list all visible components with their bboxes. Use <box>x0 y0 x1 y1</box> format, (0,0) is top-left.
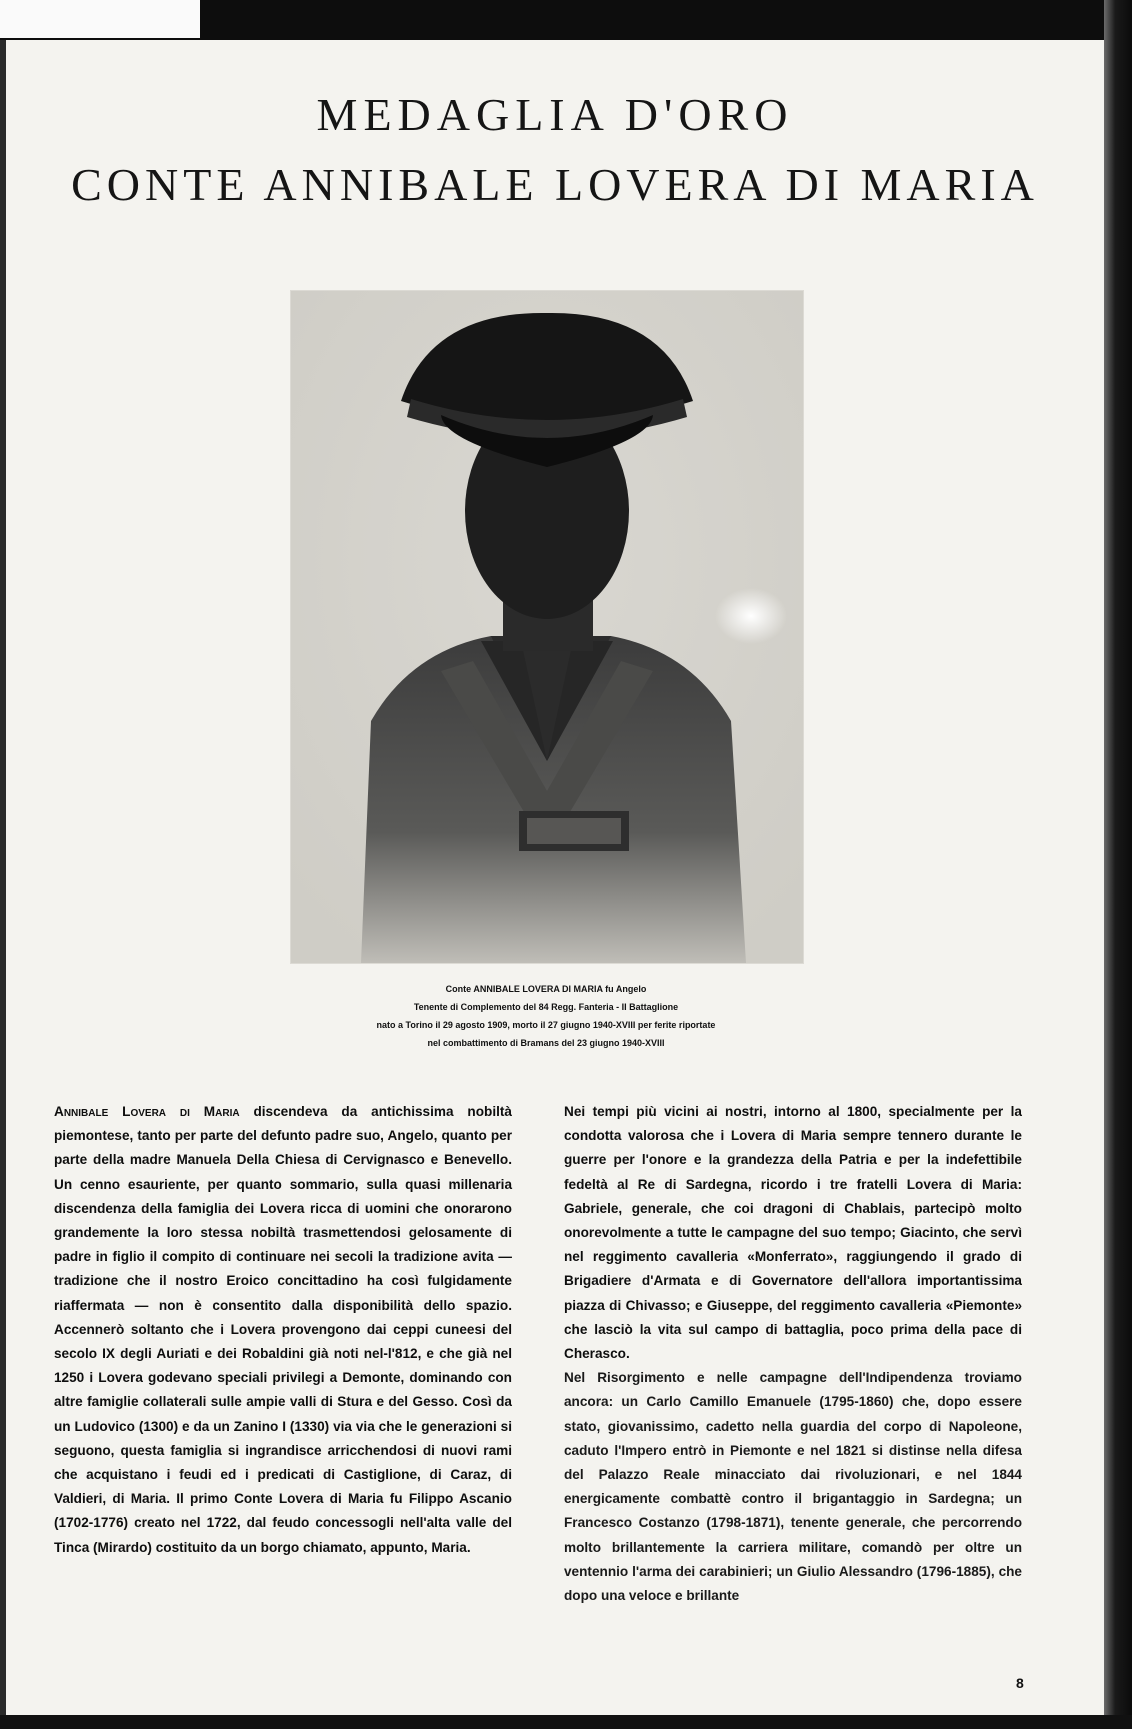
left-paragraph <box>54 1100 512 1560</box>
photo-caption <box>246 980 846 1052</box>
right-paragraph-1: Nei tempi più vicini ai nostri, intorno al 1800, specialmente per la condotta valorosa che i Lovera di Maria sempre tennero durante le guerre per l'onore e la grandezza della Patria e per la indefettibile fedeltà al Re di Sardegna, ricordo i tre fratelli Lovera di Maria: Gabriele, generale, che coi dragoni di Chablais, partecipò molto onorevolmente a tutte le campagne del suo tempo; Giacinto, che servì nel reggimento cavalleria «Monferrato», raggiungendo il grado di Brigadiere d'Armata e di Governatore dell'allora importantissima piazza di Chivasso; e Giuseppe, del reggimento cavalleria «Piemonte» che lasciò la vita sul campo di battaglia, poco prima della pace di Cherasco. <box>564 1104 1022 1362</box>
left-column-text: discendeva da antichissima nobiltà piemontese, tanto per parte del defunto padre suo, Angelo, quanto per parte della madre Manuela Della Chiesa di Cervignasco e Benevello. Un cenno esauriente, per quanto sommario, sulla quasi millenaria discendenza della famiglia dei Lovera ricca di uomini che onorarono grandemente la loro stessa nobiltà trasmettendosi gelosamente di padre in figlio il compito di continuare nei secoli la tradizione avita — tradizione che il nostro Eroico concittadino ha così fulgidamente riaffermata — non è consentito dalla disponibilità dello spazio. Accennerò soltanto che i Lovera provengono dai ceppi cuneesi del secolo IX degli Auriati e dei Robaldini già noti nel-l'812, e che già nel 1250 i Lovera godevano speciali privilegi a Demonte, dominando con altre famiglie collaterali sulle ampie valli di Stura e del Gesso. Così da un Ludovico (1300) e da un Zanino I (1330) via via che le generazioni si seguono, questa famiglia si ingrandisce arricchendosi di nuovi rami che acquistano i feudi ed i predicati di Castiglione, di Caraz, di Valdieri, di Maria. Il primo Conte Lovera di Maria fu Filippo Ascanio (1702-1776) creato nel 1722, dal feudo concessogli nell'alta valle del Tinca (Mirardo) costituito da un borgo chiamato, appunto, Maria. <box>54 1104 512 1555</box>
caption-line-4: nel combattimento di Bramans del 23 giugno 1940-XVIII <box>427 1038 665 1048</box>
scan-border-bottom <box>0 1715 1132 1729</box>
article-column-left <box>54 1100 512 1560</box>
caption-line-3: nato a Torino il 29 agosto 1909, morto il 27 giugno 1940-XVIII per ferite riportate <box>376 1020 716 1030</box>
title-medaglia: MEDAGLIA D'ORO <box>316 89 794 140</box>
scan-border-right <box>1104 0 1132 1729</box>
portrait-illustration <box>291 291 803 963</box>
right-paragraph-2: Nel Risorgimento e nelle campagne dell'Indipendenza troviamo ancora: un Carlo Camillo Emanuele (1795-1860) che, dopo essere stato, giovanissimo, cadetto nella guardia del corpo di Napoleone, caduto l'Impero entrò in Piemonte e nel 1821 si distinse nella difesa del Palazzo Reale minacciato dai rivoluzionari, e nel 1844 energicamente combattè contro il brigantaggio in Sardegna; un Francesco Costanzo (1798-1871), tenente generale, che percorrendo molto brillantemente la carriera militare, comandò per oltre un ventennio l'arma dei carabinieri; un Giulio Alessandro (1796-1885), che dopo una veloce e brillante <box>564 1370 1022 1604</box>
caption-line-1: Conte ANNIBALE LOVERA DI MARIA fu Angelo <box>445 984 647 994</box>
portrait-photo <box>290 290 804 964</box>
caption-line-2: Tenente di Complemento del 84 Regg. Fanteria - II Battaglione <box>413 1002 679 1012</box>
document-page <box>6 40 1104 1715</box>
lead-name: Annibale Lovera di Maria <box>54 1104 240 1119</box>
scan-notch <box>0 0 200 38</box>
page-number: 8 <box>1016 1675 1024 1691</box>
title-name: CONTE ANNIBALE LOVERA DI MARIA <box>71 159 1039 210</box>
article-column-right <box>564 1100 1022 1608</box>
